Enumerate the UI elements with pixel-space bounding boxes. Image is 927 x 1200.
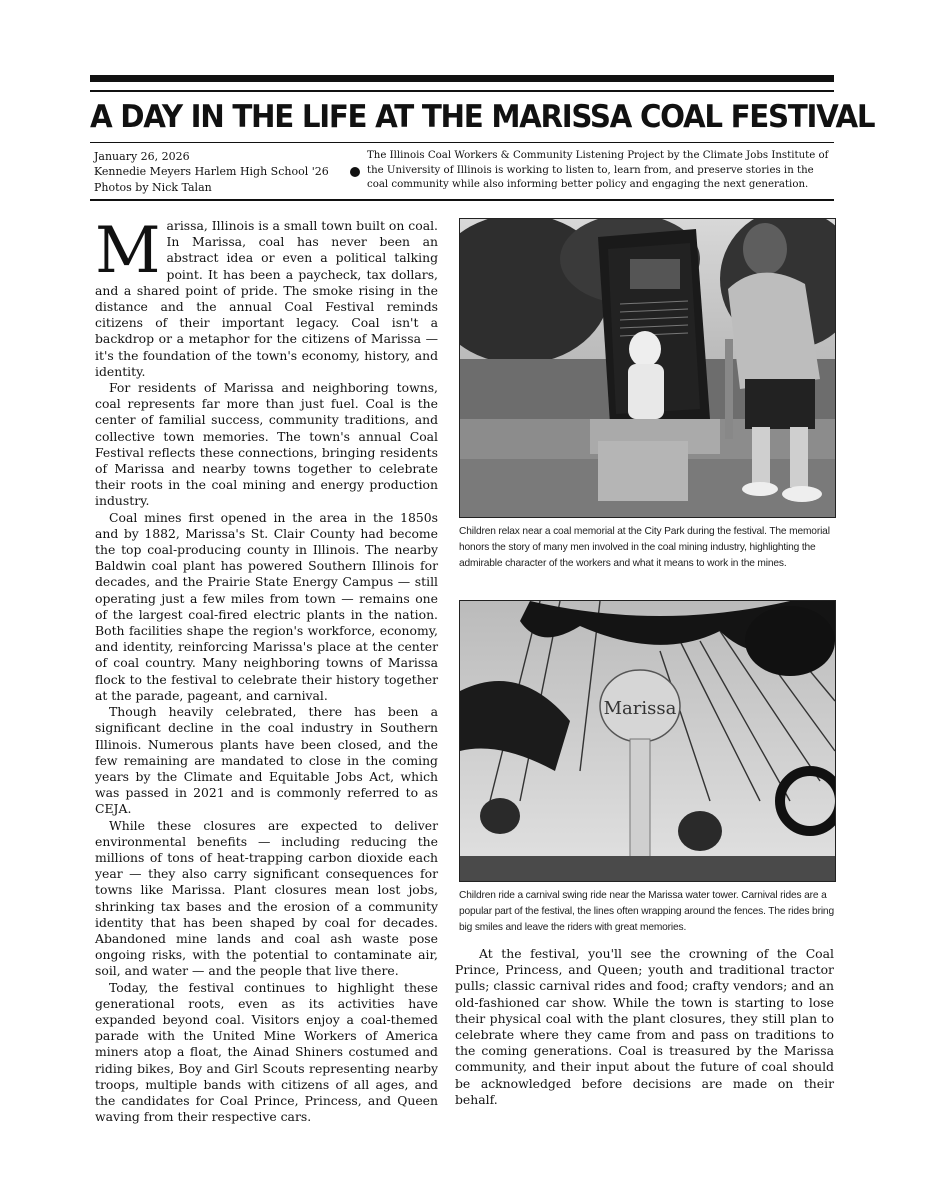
photo-caption: Children ride a carnival swing ride near the Marissa water tower. Carnival rides are a popular part of the festival, the lines often wrapping around the fences. The rides bring big smiles and leave the riders with great memories.	[459, 890, 834, 933]
article-paragraph	[95, 214, 439, 380]
headline-rule	[90, 142, 834, 143]
project-description: The Illinois Coal Workers & Community Listening Project by the Climate Jobs Institute of the University of Illinois is working to listen to, learn from, and preserve stories in the coal community while also informing better policy and engaging the next generation.	[367, 150, 829, 190]
paragraph-text: arissa, Illinois is a small town built on coal. In Marissa, coal has never been an abstract idea or even a political talking point. It has been a paycheck, tax dollars, and a shared point of pride. The smoke rising in the distance and the annual Coal Festival reminds citizens of their important legacy. Coal isn't a backdrop or a metaphor for the citizens of Marissa — it's the foundation of the town's economy, history, and identity.	[95, 218, 439, 379]
article-paragraph: At the festival, you'll see the crowning of the Coal Prince, Princess, and Queen; youth and traditional tractor pulls; classic carnival rides and food; crafty vendors; and an old-fashioned car show. While the town is starting to lose their physical coal with the plant closures, they still plan to celebrate where they came from and pass on traditions to the coming generations. Coal is treasured by the Marissa community, and their input about the future of coal should be acknowledged before decisions are made on their behalf.	[455, 946, 834, 1107]
drop-cap: M	[95, 214, 161, 288]
article-paragraph: While these closures are expected to deliver environmental benefits — including reducing the millions of tons of heat-trapping carbon dioxide each year — they also carry significant consequences for towns like Marissa. Plant closures mean lost jobs, shrinking tax bases and the erosion of a community identity that has been shaped by coal for decades. Abandoned mine lands and coal ash waste pose ongoing risks, with the potential to contaminate air, soil, and water — and the people that live there.	[95, 817, 438, 979]
article-paragraph: Today, the festival continues to highlight these generational roots, even as its activities have expanded beyond coal. Visitors enjoy a coal-themed parade with the United Mine Workers of America miners atop a float, the Ainad Shiners costumed and riding bikes, Boy and Girl Scouts representing nearby troops, multiple bands with citizens of all ages, and the candidates for Coal Prince, Princess, and Queen waving from their respective cars.	[95, 979, 438, 1125]
water-tower-label: Marissa	[603, 698, 677, 719]
article-paragraph: Coal mines first opened in the area in the 1850s and by 1882, Marissa's St. Clair County had become the top coal-producing county in Illinois. The nearby Baldwin coal plant has powered Southern Illinois for decades, and the Prairie State Energy Campus — still operating just a few miles from town — remains one of the largest coal-fired electric plants in the nation. Both facilities shape the region's workforce, economy, and identity, reinforcing Marissa's place at the center of coal country. Many neighboring towns of Marissa flock to the festival to celebrate their history together at the parade, pageant, and carnival.	[95, 509, 438, 703]
byline-block	[94, 149, 354, 195]
author-line: Kennedie Meyers Harlem High School '26	[94, 165, 329, 179]
headline: A DAY IN THE LIFE AT THE MARISSA COAL FESTIVAL	[90, 99, 875, 135]
photo-swing-ride	[459, 600, 836, 882]
article-date: January 26, 2026	[94, 150, 190, 163]
article-paragraph: Though heavily celebrated, there has been a significant decline in the coal industry in Southern Illinois. Numerous plants have been closed, and the few remaining are mandated to close in the coming years by the Climate and Equitable Jobs Act, which was passed in 2021 and is commonly referred to as CEJA.	[95, 704, 438, 817]
article-body-right	[455, 946, 834, 1108]
photo-caption: Children relax near a coal memorial at the City Park during the festival. The memorial honors the story of many men involved in the coal mining industry, highlighting the admirable character of the workers and what it means to work in the mines.	[459, 526, 830, 569]
masthead-rule-thin	[90, 90, 834, 92]
article-paragraph: For residents of Marissa and neighboring towns, coal represents far more than just fuel. Coal is the center of familial success, community traditions, and collective town memories. The town's annual Coal Festival reflects these connections, bringing residents of Marissa and nearby towns together to celebrate their roots in the coal mining and energy production industry.	[95, 380, 438, 509]
bullet-icon	[350, 167, 360, 177]
masthead-rule-thick	[90, 75, 834, 82]
photo-credit: Photos by Nick Talan	[94, 180, 212, 194]
photo-coal-memorial	[459, 218, 836, 518]
byline-rule	[90, 199, 834, 201]
article-body-left	[95, 214, 439, 1125]
